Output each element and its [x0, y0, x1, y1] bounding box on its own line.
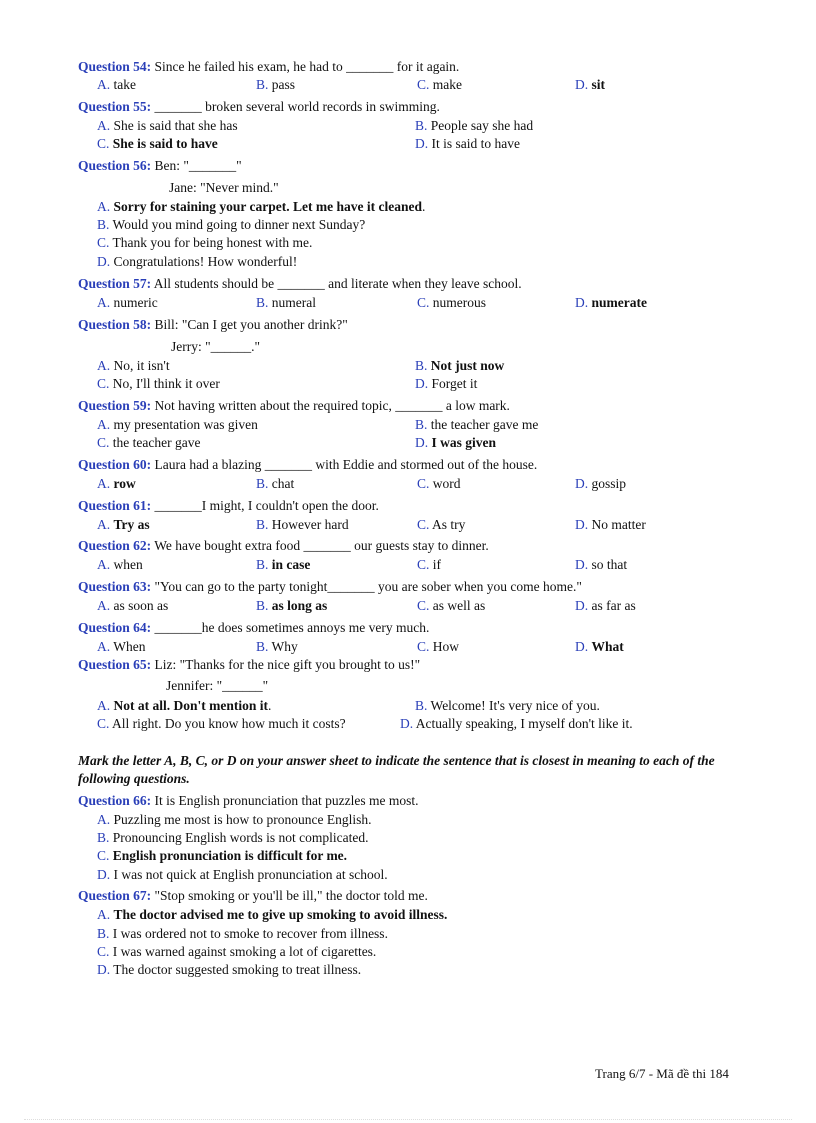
option-d: D. I was given — [415, 435, 497, 450]
option-b: B. Why — [256, 639, 298, 654]
question-66 — [78, 792, 418, 810]
option-d: D. gossip — [575, 476, 627, 491]
option-b: B. People say she had — [415, 118, 534, 133]
question-text: Bill: "Can I get you another drink?" — [151, 317, 348, 332]
option-a: A. The doctor advised me to give up smoking to avoid illness. — [97, 907, 448, 922]
option-a: A. Sorry for staining your carpet. Let me have it cleaned. — [97, 199, 426, 214]
option-d: D. numerate — [575, 295, 647, 310]
option-c: C. make — [417, 77, 463, 92]
question-text: _______he does sometimes annoys me very much. — [151, 620, 430, 635]
option-d: D. No matter — [575, 517, 646, 532]
option-a: A. as soon as — [97, 598, 169, 613]
question-56 — [78, 157, 242, 175]
question-label: Question 60: — [78, 457, 152, 472]
question-text: Since he failed his exam, he had to _______ for it again. — [151, 59, 460, 74]
question-65 — [78, 656, 420, 674]
option-c: C. She is said to have — [97, 136, 218, 151]
question-60 — [78, 456, 537, 474]
option-d: D. as far as — [575, 598, 636, 613]
option-b: B. Pronouncing English words is not complicated. — [97, 830, 369, 845]
question-label: Question 61: — [78, 498, 152, 513]
option-c: C. No, I'll think it over — [97, 376, 220, 391]
option-a: A. No, it isn't — [97, 358, 170, 373]
dialogue-reply: Jane: "Never mind." — [169, 180, 279, 195]
option-b: B. as long as — [256, 598, 328, 613]
question-label: Question 56: — [78, 158, 152, 173]
option-c: C. if — [417, 557, 442, 572]
option-a: A. numeric — [97, 295, 158, 310]
question-label: Question 64: — [78, 620, 152, 635]
question-57 — [78, 275, 522, 293]
option-c: C. English pronunciation is difficult for me. — [97, 848, 348, 863]
question-67 — [78, 887, 428, 905]
option-b: B. chat — [256, 476, 295, 491]
option-c: C. I was warned against smoking a lot of cigarettes. — [97, 944, 377, 959]
option-c: C. the teacher gave — [97, 435, 201, 450]
option-a: A. Not at all. Don't mention it. — [97, 698, 272, 713]
option-a: A. my presentation was given — [97, 417, 258, 432]
option-a: A. She is said that she has — [97, 118, 238, 133]
question-label: Question 57: — [78, 276, 152, 291]
section-instruction: Mark the letter A, B, C, or D on your answer sheet to indicate the sentence that is closest in meaning to each of the following questions. — [78, 753, 715, 786]
option-a: A. Try as — [97, 517, 150, 532]
question-63 — [78, 578, 582, 596]
question-text: "You can go to the party tonight_______ you are sober when you come home." — [151, 579, 582, 594]
option-c: C. Thank you for being honest with me. — [97, 235, 313, 250]
option-d: D. What — [575, 639, 624, 654]
question-62 — [78, 537, 489, 555]
question-55 — [78, 98, 440, 116]
option-a: A. row — [97, 476, 136, 491]
question-text: _______ broken several world records in swimming. — [151, 99, 440, 114]
question-label: Question 59: — [78, 398, 152, 413]
question-text: It is English pronunciation that puzzles me most. — [151, 793, 419, 808]
dialogue-reply: Jennifer: "______" — [166, 678, 269, 693]
option-b: B. numeral — [256, 295, 316, 310]
dialogue-reply: Jerry: "______." — [171, 339, 261, 354]
option-d: D. The doctor suggested smoking to treat illness. — [97, 962, 362, 977]
question-text: We have bought extra food _______ our guests stay to dinner. — [151, 538, 489, 553]
option-b: B. in case — [256, 557, 311, 572]
option-b: B. pass — [256, 77, 296, 92]
option-b: B. Would you mind going to dinner next Sunday? — [97, 217, 366, 232]
question-text: Ben: "_______" — [151, 158, 242, 173]
option-c: C. numerous — [417, 295, 487, 310]
option-d: D. Forget it — [415, 376, 478, 391]
question-label: Question 67: — [78, 888, 152, 903]
option-d: D. so that — [575, 557, 628, 572]
option-c: C. word — [417, 476, 461, 491]
question-text: "Stop smoking or you'll be ill," the doctor told me. — [151, 888, 428, 903]
question-58 — [78, 316, 348, 334]
option-b: B. However hard — [256, 517, 349, 532]
question-61 — [78, 497, 379, 515]
question-label: Question 55: — [78, 99, 152, 114]
option-d: D. Congratulations! How wonderful! — [97, 254, 298, 269]
option-b: B. I was ordered not to smoke to recover from illness. — [97, 926, 388, 941]
question-label: Question 66: — [78, 793, 152, 808]
question-text: Liz: "Thanks for the nice gift you brought to us!" — [151, 657, 421, 672]
question-label: Question 65: — [78, 657, 152, 672]
question-text: _______I might, I couldn't open the door. — [151, 498, 379, 513]
option-d: D. Actually speaking, I myself don't like it. — [400, 716, 633, 731]
option-d: D. It is said to have — [415, 136, 520, 151]
question-64 — [78, 619, 429, 637]
option-c: C. as well as — [417, 598, 486, 613]
option-b: B. the teacher gave me — [415, 417, 539, 432]
option-d: D. sit — [575, 77, 605, 92]
option-a: A. When — [97, 639, 146, 654]
question-label: Question 54: — [78, 59, 152, 74]
question-text: All students should be _______ and literate when they leave school. — [151, 276, 522, 291]
option-c: C. As try — [417, 517, 466, 532]
page-edge-divider — [24, 1119, 792, 1120]
question-label: Question 63: — [78, 579, 152, 594]
option-b: B. Welcome! It's very nice of you. — [415, 698, 600, 713]
question-label: Question 62: — [78, 538, 152, 553]
option-a: A. Puzzling me most is how to pronounce English. — [97, 812, 372, 827]
option-c: C. All right. Do you know how much it costs? — [97, 716, 346, 731]
option-d: D. I was not quick at English pronunciation at school. — [97, 867, 388, 882]
question-text: Not having written about the required topic, _______ a low mark. — [151, 398, 510, 413]
page-footer: Trang 6/7 - Mã đề thi 184 — [595, 1066, 729, 1081]
option-c: C. How — [417, 639, 460, 654]
option-b: B. Not just now — [415, 358, 505, 373]
question-label: Question 58: — [78, 317, 152, 332]
option-a: A. when — [97, 557, 143, 572]
question-text: Laura had a blazing _______ with Eddie and stormed out of the house. — [151, 457, 538, 472]
question-54 — [78, 58, 459, 76]
question-59 — [78, 397, 510, 415]
option-a: A. take — [97, 77, 136, 92]
